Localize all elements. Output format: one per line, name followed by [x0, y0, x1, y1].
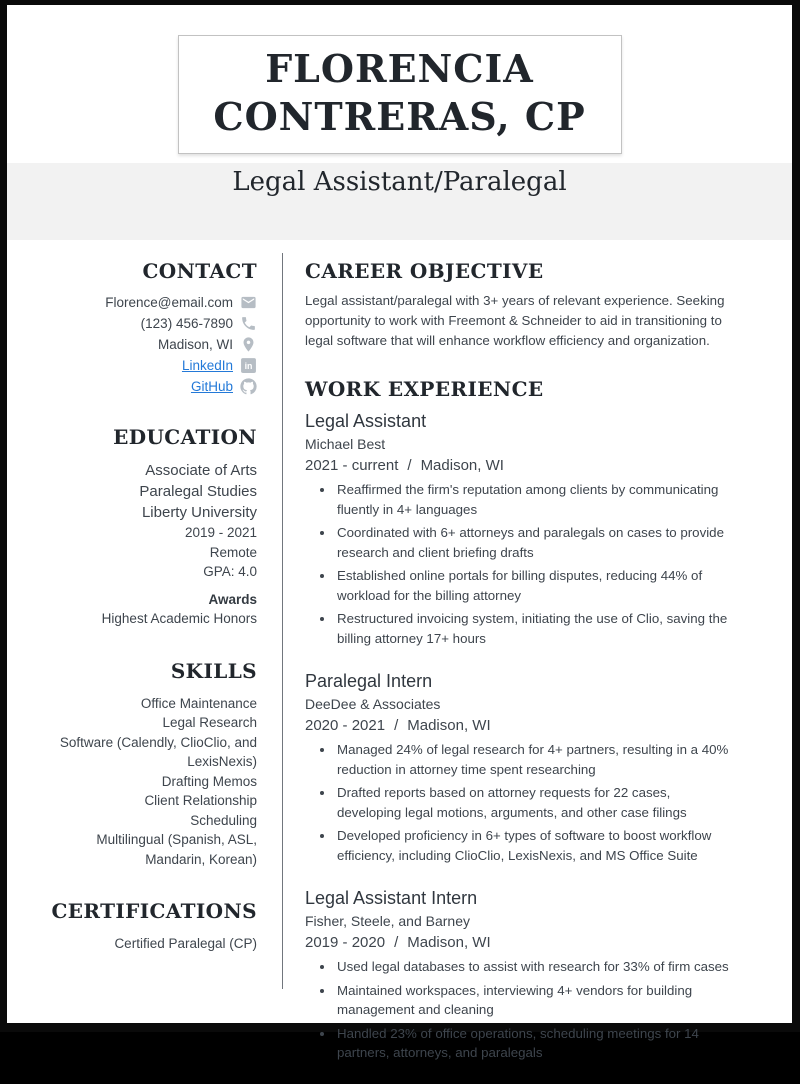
- skill-item: Software (Calendly, ClioClio, and LexisNexis): [59, 734, 257, 769]
- person-name: FLORENCIA CONTRERAS, CP: [213, 46, 586, 140]
- skill-item: Client Relationship: [144, 793, 257, 808]
- certifications-heading: CERTIFICATIONS: [51, 899, 257, 923]
- github-link[interactable]: GitHub: [190, 378, 233, 394]
- name-box: [178, 35, 622, 154]
- job-title: Paralegal Intern: [305, 671, 433, 691]
- career-objective-section: [305, 259, 730, 351]
- main-column: [283, 253, 792, 1084]
- location-pin-icon: [240, 336, 257, 353]
- job-bullet: • Established online portals for billing disputes, reducing 44% of workload for the billing attorney: [335, 566, 730, 605]
- contact-row-github: [37, 378, 257, 395]
- date-location-separator: /: [394, 934, 399, 951]
- job-list: [305, 409, 730, 1063]
- job-entry: [305, 669, 730, 865]
- job-dates-location: [305, 716, 730, 736]
- job-location: Madison, WI: [407, 717, 491, 734]
- education-school: Liberty University: [141, 504, 257, 521]
- skill-item: Scheduling: [190, 812, 257, 828]
- job-dates: 2019 - 2020: [305, 934, 386, 951]
- certification-item: Certified Paralegal (CP): [114, 936, 257, 951]
- contact-row-phone: [37, 315, 257, 332]
- job-bullet: • Managed 24% of legal research for 4+ partners, resulting in a 40% reduction in attorney time spent researching: [335, 740, 730, 779]
- job-dates-location: [305, 933, 730, 953]
- contact-row-linkedin: [37, 357, 257, 374]
- sidebar: [7, 253, 283, 989]
- education-dates: 2019 - 2021: [184, 525, 257, 540]
- education-awards-value: Highest Academic Honors: [101, 611, 257, 626]
- job-dates: 2021 - current: [305, 457, 399, 474]
- job-company: Fisher, Steele, and Barney: [305, 913, 470, 929]
- job-location: Madison, WI: [407, 934, 491, 951]
- contact-section: [37, 259, 257, 395]
- career-objective-heading: CAREER OBJECTIVE: [305, 259, 544, 283]
- job-dates-location: [305, 456, 730, 476]
- job-location: Madison, WI: [420, 457, 504, 474]
- skill-item: Legal Research: [162, 715, 257, 730]
- job-title: Legal Assistant Intern: [305, 888, 478, 908]
- linkedin-link[interactable]: LinkedIn: [181, 357, 233, 373]
- resume-header: [7, 35, 792, 235]
- education-awards-label: Awards: [208, 591, 257, 607]
- certifications-section: [37, 899, 257, 954]
- date-location-separator: /: [394, 717, 399, 734]
- contact-heading: CONTACT: [142, 259, 257, 283]
- date-location-separator: /: [407, 457, 412, 474]
- mail-icon: [240, 294, 257, 311]
- job-bullet: • Coordinated with 6+ attorneys and paralegals on cases to provide research and client briefing drafts: [335, 523, 730, 562]
- skills-heading: SKILLS: [170, 658, 257, 683]
- skills-list: [37, 694, 257, 870]
- education-heading: EDUCATION: [113, 425, 257, 449]
- phone-icon: [240, 315, 257, 332]
- skill-item: Multilingual (Spanish, ASL, Mandarin, Korean): [96, 832, 257, 867]
- job-company: Michael Best: [305, 436, 386, 452]
- job-dates: 2020 - 2021: [305, 717, 386, 734]
- work-experience-heading: WORK EXPERIENCE: [305, 377, 544, 401]
- github-icon: [240, 378, 257, 395]
- job-headline: Legal Assistant/Paralegal: [232, 166, 567, 197]
- education-section: [37, 425, 257, 629]
- job-bullets: [305, 740, 730, 865]
- education-location: Remote: [209, 544, 257, 560]
- skill-item: Office Maintenance: [140, 695, 257, 711]
- contact-row-location: [37, 336, 257, 353]
- work-experience-section: [305, 377, 730, 1063]
- job-bullet: • Restructured invoicing system, initiating the use of Clio, saving the billing attorney 17+ hours: [335, 609, 730, 648]
- skill-item: Drafting Memos: [161, 773, 257, 789]
- education-gpa: GPA: 4.0: [203, 564, 257, 579]
- contact-email: Florence@email.com: [105, 294, 233, 310]
- education-field: Paralegal Studies: [139, 483, 257, 500]
- resume-body: [7, 253, 792, 1084]
- job-bullet: • Handled 23% of office operations, scheduling meetings for 14 partners, attorneys, and paralegals: [335, 1024, 730, 1063]
- contact-location: Madison, WI: [157, 336, 233, 352]
- contact-row-email: [37, 294, 257, 311]
- job-entry: [305, 886, 730, 1063]
- education-degree: Associate of Arts: [145, 462, 257, 479]
- job-bullet: • Used legal databases to assist with research for 33% of firm cases: [335, 957, 730, 977]
- skills-section: [37, 659, 257, 870]
- job-entry: [305, 409, 730, 648]
- career-objective-text: Legal assistant/paralegal with 3+ years of relevant experience. Seeking opportunity to work with Freemont & Schneider to aid in transitioning to legal software that will enhance workflow efficiency and organization.: [305, 293, 725, 348]
- contact-phone: (123) 456-7890: [140, 315, 233, 331]
- job-bullets: [305, 480, 730, 648]
- job-bullets: [305, 957, 730, 1063]
- job-bullet: • Drafted reports based on attorney requests for 22 cases, developing legal motions, arguments, and other case filings: [335, 783, 730, 822]
- job-bullet: • Developed proficiency in 6+ types of software to boost workflow efficiency, including ClioClio, LexisNexis, and MS Office Suite: [335, 826, 730, 865]
- job-company: DeeDee & Associates: [305, 696, 441, 712]
- linkedin-icon: [240, 357, 257, 374]
- certifications-list: [37, 934, 257, 954]
- job-bullet: • Reaffirmed the firm's reputation among clients by communicating fluently in 4+ languages: [335, 480, 730, 519]
- job-title: Legal Assistant: [305, 411, 427, 431]
- job-bullet: • Maintained workspaces, interviewing 4+ vendors for building management and cleaning: [335, 981, 730, 1020]
- svg-text:in: in: [244, 361, 253, 372]
